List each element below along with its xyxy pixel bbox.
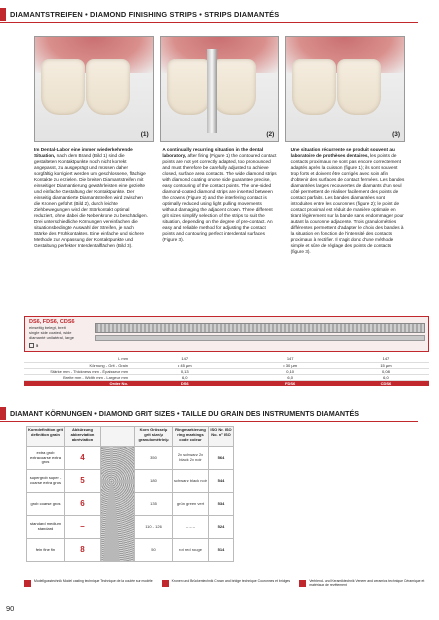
photo-3	[285, 36, 405, 142]
photo-number: (3)	[392, 131, 401, 138]
column-body: nach dem Brand (Bild 1) sind die gestalteten Kontaktpunkte noch nicht korrekt angepasst, zu ausgeprägt und müssen daher sorgfältig korrigiert werden um geschlossene, flächige Kontakte zu erzielen. Die breiten Diamantstreifen mit einseitiger Diamantierung gewährleisten eine gezielte und einfache Gestaltung der Kontaktpunkte. Der einseitig diamantierte Diamantstreifen wird zwischen die Kronen geführt (Bild 2), durch leichte Ziehbewegungen wird der Störkontakt optimal reduziert, ohne dabei die Nebenkrone zu beschädigen. Drei unterschiedliche Körnungen vereinfachen die situationsbedingte Auswahl der Streifen, je nach Stärke des Frühkontaktes. Eine einfache und sichere Methode zur Anpassung der Kontaktpunkte und Gestaltung perfekter Interdentalflächen (Bild 3).	[34, 153, 148, 248]
table-row: Stärke mm - Thickness mm - Épaisseur mm 0,13 0,10 0,08	[24, 368, 429, 374]
section-title: DIAMANTSTREIFEN • DIAMOND FINISHING STRIPS • STRIPS DIAMANTÉS	[10, 10, 280, 19]
text-columns	[34, 147, 405, 255]
column-body: les points de contacts proximaux ne sont pas encore correctement adaptés après la cuisson (figure 1); ils sont souvent trop forts et doivent être corrigés avec soin afin d'obtenir des surfaces de contact fermées. Les bandes diamantées larges recouvertes de diamants d'un seul côté permettent de réaliser facilement des points de contact parfaits. Les bandes diamantées sont introduites entre les couronnes (figure 2); le point de contact proximal est réduit de manière optimale en tirant légèrement sur la bande sans endommager pour autant la couronne adjacente. Trois granulométries différentes permettent d'adapter le choix des bandes à la situation en fonction de l'intensité des contacts proximaux à rectifier. Il s'agit donc d'une méthode simple et sûre de réglage des points de contacts (figure 3).	[290, 153, 405, 254]
table-row: supergrob super - coarse extra gros 5 180 schwarz black noir 544	[27, 470, 234, 493]
pack-size: 5	[29, 343, 38, 348]
grit-section-title: DIAMANT KÖRNUNGEN • DIAMOND GRIT SIZES • TAILLE DU GRAIN DES INSTRUMENTS DIAMANTÉS	[10, 409, 360, 418]
table-row: extra grob extracoarse extra gros 4 350 2x schwarz 2x black 2x noir 564	[27, 447, 234, 470]
grit-section-header	[0, 407, 418, 422]
order-number: CDS6	[343, 380, 429, 386]
header-accent-band	[0, 407, 6, 420]
photo-2	[160, 36, 280, 142]
legend-item: Verblend- und Keramiktechnik Veneer and ceramics technique Céramique et matériaux de revêtement	[299, 580, 429, 590]
column-german	[34, 147, 148, 255]
table-row: Körnung - Grit - Grain • 45 µm • 30 µm 15 µm	[24, 362, 429, 368]
column-lead: Im Dental-Labor eine immer wiederkehrende Situation,	[34, 147, 133, 158]
order-number: DS6	[132, 380, 237, 386]
table-row: L mm 147 147 147	[24, 356, 429, 362]
product-panel	[24, 316, 429, 352]
technique-legend	[24, 580, 429, 590]
model-casting-icon	[24, 580, 31, 587]
spec-table	[24, 356, 429, 386]
column-body: after firing (Figure 1) the contoured contact points are not yet correctly adapted, too pronounced and must therefore be carefully adjusted to achieve closed, surface area contacts. The wide diamond strips with diamond coating onone side guarantee precise, easy contouring of the contact points. The one-sided diamond-coated diamond strips are inserted between the crowns (Figure 2) and the interfering contact is optimally reduced using light pulling movements without damaging the adjacent crown. Three different grit sizes simplify selection of the strips to suit the situation, depending on the degree of pre-contact. An easy and reliable method for adjusting the contact points and contouring perfect interdental surfaces (Figure 3).	[162, 153, 277, 242]
photo-number: (1)	[140, 131, 149, 138]
diamond-grit-image	[101, 447, 135, 562]
legend-item: Modellgusstechnik Model casting technique Technique de la coulée sur modèle	[24, 580, 154, 590]
photo-1	[34, 36, 154, 142]
strip-image	[95, 323, 425, 333]
page-number: 90	[6, 604, 15, 613]
table-row: standard medium standard – 110 - 126 – – – 524	[27, 516, 234, 539]
grit-table	[26, 426, 234, 562]
table-row: Breite mm - Width mm - Largeur mm 6,0 6,0 6,0	[24, 374, 429, 380]
header-accent-band	[0, 8, 6, 21]
table-row: grob coarse gros 6 135 grün green vert 534	[27, 493, 234, 516]
ceramics-icon	[299, 580, 306, 587]
crown-bridge-icon	[162, 580, 169, 587]
order-row: Order No. DS6 FDS6 CDS6	[24, 380, 429, 386]
column-french	[291, 147, 405, 255]
package-icon	[29, 343, 34, 348]
column-lead: Une situation récurrente se produit souvent au laboratoire de prothèses dentaires,	[290, 147, 395, 158]
strip-image-side	[95, 335, 425, 341]
table-header-row: Korndefinition grit definition grain Abkürzung abbreviation abréviation Korn Grösse/µ grit size/µ granulométrie/µ Ringmarkierung ring markings code coleur ISO Nr. ISO No. n° ISO	[27, 427, 234, 447]
photo-number: (2)	[266, 131, 275, 138]
legend-item: Kronen und Brückentechnik Crown and bridge technique Couronnes et bridges	[162, 580, 292, 590]
table-row: fein fine fin 8 50 rot red rouge 514	[27, 539, 234, 562]
product-codes: DS6, FDS6, CDS6	[29, 319, 75, 325]
column-english	[162, 147, 276, 255]
photo-row	[34, 36, 405, 142]
order-number: FDS6	[237, 380, 342, 386]
section-header	[0, 8, 418, 23]
column-lead: A continually recurring situation in the dental laboratory,	[162, 147, 264, 158]
product-description: einseitig belegt, breit single side coated, wide diamanté unilatéral, large	[29, 325, 74, 340]
